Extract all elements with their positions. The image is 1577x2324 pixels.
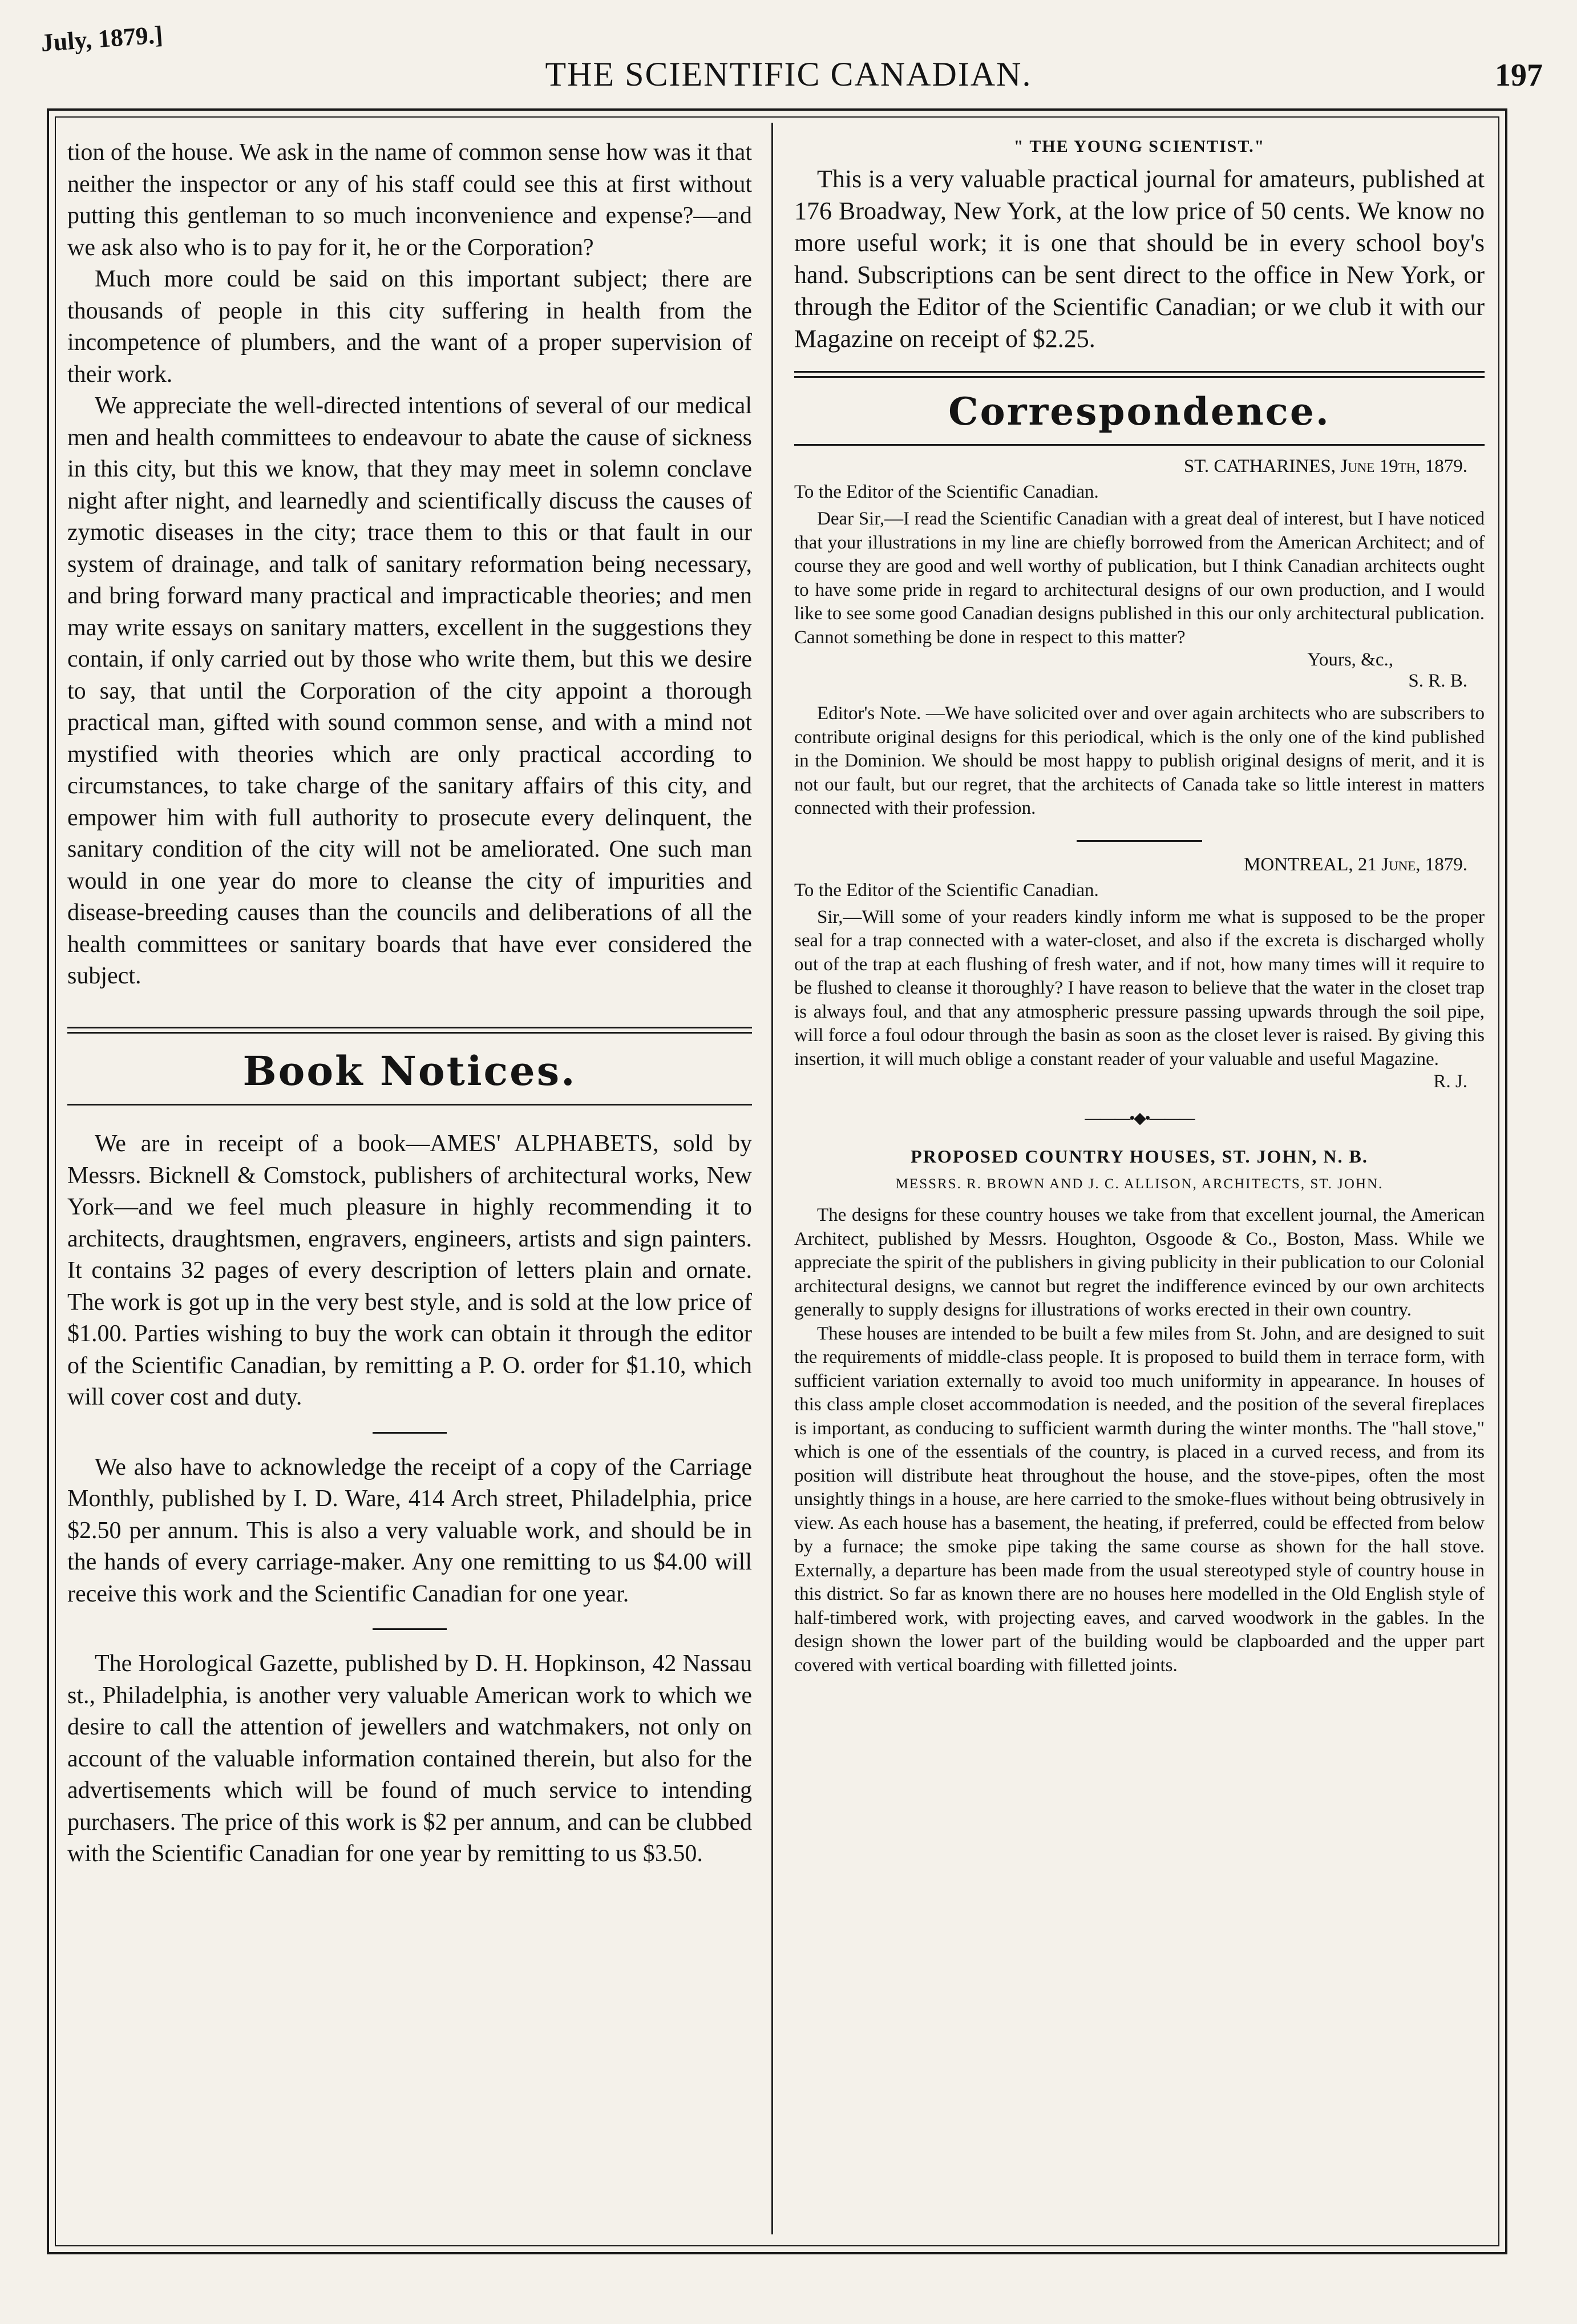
letter-salutation: To the Editor of the Scientific Canadian. <box>794 482 1099 502</box>
letter-signature: S. R. B. <box>1408 671 1467 691</box>
country-houses-heading: PROPOSED COUNTRY HOUSES, ST. JOHN, N. B. <box>911 1146 1368 1167</box>
letter-closing: Yours, &c., <box>1307 649 1393 670</box>
young-scientist-heading: " THE YOUNG SCIENTIST." <box>1013 137 1265 156</box>
letter-dateline: ST. CATHARINES, June 19th, 1879. <box>1183 456 1467 477</box>
article-paragraph: These houses are intended to be built a few miles from St. John, and are designed to suit the requirements of middle-class people. It is proposed to build them in terrace form, with sufficient variation externally to avoid too much uniformity in appearance. In houses of this class ample closet accommodation is needed, and the position of the several fireplaces is important, as conducing to sufficient warmth during the winter months. The "hall stove," which is one of the essentials of the country, is placed in a curved recess, and from its position will distribute heat throughout the house, and the stove-pipes, often the most unsightly things in a house, are here carried to the smoke-flues without being obtrusively in view. As each house has a basement, the heating, if preferred, could be effected from below by a furnace; the smoke pipe taking the same course as shown for the hall stove. Externally, a departure has been made from the usual stereotyped style of country house in this district. So far as known there are no houses here modelled in the Old English style of half-timbered work, with projecting eaves, and carved woodwork in the gables. In the design shown the lower part of the building would be clapboarded and the upper part covered with vertical boarding with filletted joints. <box>794 1323 1485 1676</box>
correspondence-heading: Correspondence. <box>948 389 1331 434</box>
letter-salutation: To the Editor of the Scientific Canadian. <box>794 879 1099 901</box>
notice-separator <box>373 1432 447 1434</box>
left-column <box>67 137 752 1870</box>
letter-separator <box>1077 840 1202 842</box>
page-number: 197 <box>1495 58 1543 93</box>
letter-body: Dear Sir,—I read the Scientific Canadian with a great deal of interest, but I have noticed that your illustrations in my line are chiefly borrowed from the American Architect; and of course they are good and well worthy of publication, but I think Canadian architects ought to have some pride in regard to architectural designs of our own production, and I would like to see some good Canadian designs published in this our only architectural publication. Cannot something be done in respect to this matter? <box>794 509 1485 648</box>
section-divider <box>794 371 1485 377</box>
column-divider <box>771 123 773 2234</box>
editor-note: Editor's Note. —We have solicited over and over again architects who are subscribers to contribute original designs for this periodical, which is the only one of the kind published in the Dominion. We should be most happy to publish original designs of merit, and it is not our fault, but our regret, that the architects of Canada take so little interest in matters connected with their profession. <box>794 703 1485 818</box>
young-scientist-body: This is a very valuable practical journal for amateurs, published at 176 Broadway, New York, at the low price of 50 cents. We know no more useful work; it is one that should be in every school boy's hand. Subscriptions can be sent direct to the office in New York, or through the Editor of the Scientific Canadian; or we club it with our Magazine on receipt of $2.25. <box>794 165 1485 353</box>
article-paragraph: We appreciate the well-directed intentions of several of our medical men and health committees to endeavour to abate the cause of sickness in this city, but this we know, that they may meet in solemn conclave night after night, and learnedly and scientifically discuss the causes of zymotic diseases in the city; trace them to this or that fault in our system of drainage, and talk of sanitary reformation being necessary, and bring forward many practical and impracticable theories; and men may write essays on sanitary matters, excellent in the suggestions they contain, if only carried out by those who write them, but this we desire to say, that until the Corporation of the city appoint a thorough practical man, gifted with sound common sense, and with a mind not mystified with theories which are only practical according to circumstances, to take charge of the sanitary affairs of this city, and empower him with full authority to prosecute every delinquent, the sanitary condition of the city will not be ameliorated. One such man would in one year do more to cleanse the city of impurities and disease-breeding causes than the councils and deliberations of all the health committees or sanitary boards that have ever considered the subject. <box>67 393 752 989</box>
book-notices-heading: Book Notices. <box>242 1047 577 1095</box>
publication-title: THE SCIENTIFIC CANADIAN. <box>545 55 1032 93</box>
article-paragraph: tion of the house. We ask in the name of common sense how was it that neither the inspector or any of his staff could see this at first without putting this gentleman to so much inconvenience and expense?—and we ask also who is to pay for it, he or the Corporation? <box>67 139 752 261</box>
letter-body: Sir,—Will some of your readers kindly inform me what is supposed to be the proper seal for a trap connected with a water-closet, and also if the excreta is discharged wholly out of the trap at each flushing of fresh water, and if not, how many times will it require to be flushed to cleanse it thoroughly? I have reason to believe that the water in the closet trap is always foul, and that any atmospheric pressure passing upwards through the soil pipe, will force a foul odour through the basin as soon as the closet lever is raised. By giving this insertion, it will much oblige a constant reader of your valuable and useful Magazine. <box>794 906 1485 1070</box>
book-notice: The Horological Gazette, published by D. H. Hopkinson, 42 Nassau st., Philadelphia, is another very valuable American work to which we desire to call the attention of jewellers and watchmakers, not only on account of the valuable information contained therein, but also for the advertisements which will be found of much service to intending purchasers. The price of this work is $2 per annum, and can be clubbed with the Scientific Canadian for one year by remitting to us $3.50. <box>67 1651 752 1867</box>
article-paragraph: Much more could be said on this important subject; there are thousands of people in this city suffering in health from the incompetence of plumbers, and the want of a proper supervision of their work. <box>67 266 752 388</box>
book-notice: We are in receipt of a book—AMES' ALPHABETS, sold by Messrs. Bicknell & Comstock, publishers of architectural works, New York—and we feel much pleasure in highly recommending it to architects, draughtsmen, engravers, engineers, artists and sign painters. It contains 32 pages of every description of letters plain and ornate. The work is got up in the very best style, and is sold at the low price of $1.00. Parties wishing to buy the work can obtain it through the editor of the Scientific Canadian, by remitting a P. O. order for $1.10, which will cover cost and duty. <box>67 1131 752 1410</box>
section-divider <box>67 1027 752 1032</box>
issue-date: July, 1879.] <box>40 21 164 57</box>
book-notice: We also have to acknowledge the receipt of a copy of the Carriage Monthly, published by I. D. Ware, 414 Arch street, Philadelphia, price $2.50 per annum. This is also a very valuable work, and should be in the hands of every carriage-maker. Any one remitting to us $4.00 will receive this work and the Scientific Canadian for one year. <box>67 1454 752 1607</box>
ornamental-divider: ———•◆•——— <box>1085 1109 1194 1127</box>
section-divider <box>794 444 1485 446</box>
architects-byline: MESSRS. R. BROWN AND J. C. ALLISON, ARCHITECTS, ST. JOHN. <box>895 1176 1384 1192</box>
article-paragraph: The designs for these country houses we take from that excellent journal, the American Architect, published by Messrs. Houghton, Osgoode & Co., Boston, Mass. While we appreciate the spirit of the publishers in giving publicity in their publication to our Colonial architectural designs, we cannot but regret the indifference evinced by our own architects generally to supply designs for illustrations of works erected in their own country. <box>794 1205 1485 1320</box>
right-column <box>794 137 1485 1677</box>
notice-separator <box>373 1628 447 1630</box>
letter-dateline: MONTREAL, 21 June, 1879. <box>1244 854 1467 875</box>
letter-signature: R. J. <box>1433 1071 1467 1092</box>
